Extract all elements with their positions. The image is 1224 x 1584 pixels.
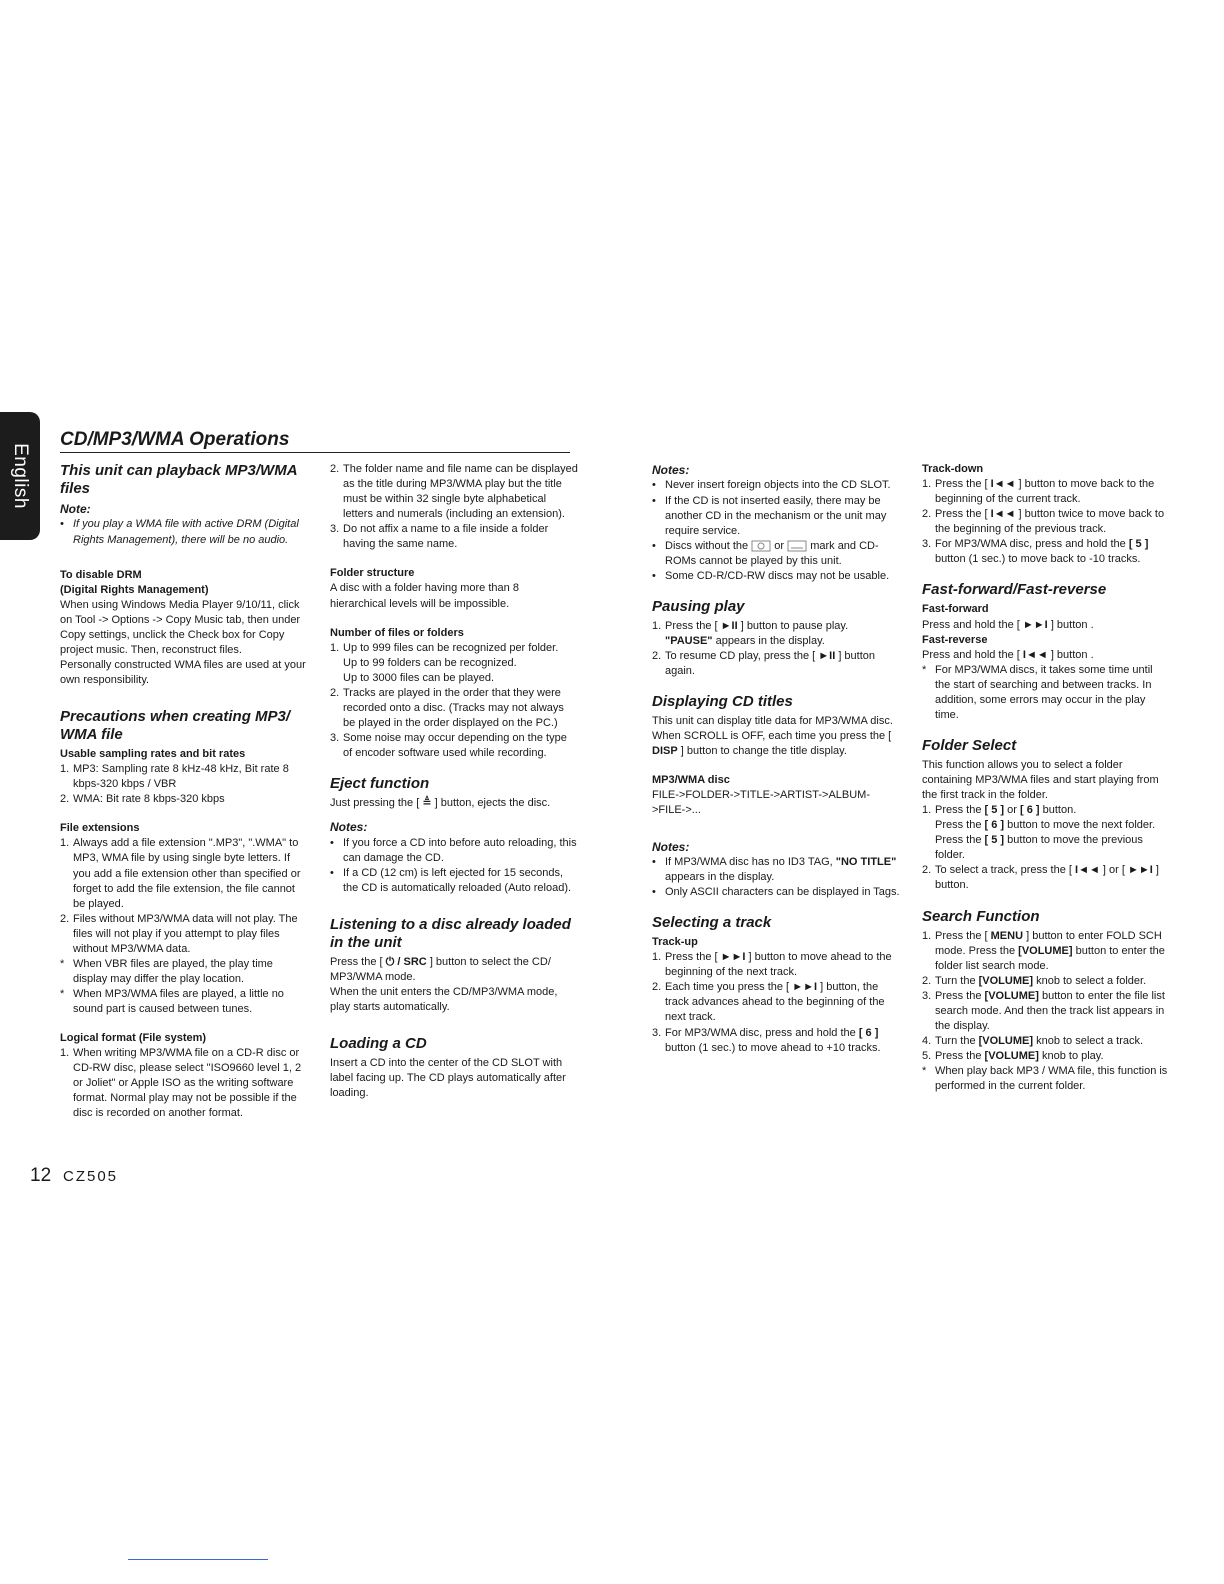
play-pause-icon: ►II <box>720 619 738 632</box>
paragraph: Just pressing the [ ≜ ] button, ejects the disc. <box>330 797 551 810</box>
language-tab <box>0 412 40 540</box>
list-item: 1. When writing MP3/WMA file on a CD-R disc or CD-RW disc, please select "ISO9660 level 1, 2 or Joliet" or Apple ISO as the writing software format. Normal play may not be possible if the disc is recorded on another format. <box>60 1047 302 1120</box>
section-title-playback: This unit can playback MP3/WMA files <box>60 462 297 497</box>
list-item: 2. Tracks are played in the order that they were recorded onto a disc. (Tracks may not always be played in the order displayed on the PC.) <box>330 686 564 729</box>
play-pause-icon: ►II <box>818 650 836 662</box>
subhead-mp3-wma-disc: MP3/WMA disc <box>652 774 730 787</box>
subhead-track-up: Track-up <box>652 936 698 949</box>
list-item: 1. MP3: Sampling rate 8 kHz-48 kHz, Bit rate 8 kbps-320 kbps / VBR <box>60 763 289 791</box>
language-label: English <box>10 443 31 509</box>
usable-list <box>60 762 308 807</box>
model-name: CZ505 <box>63 1168 119 1185</box>
list-item: 2. Turn the [VOLUME] knob to select a folder. <box>922 974 1147 987</box>
eject-icon: ≜ <box>422 797 432 810</box>
list-item: 2. To select a track, press the [ I◄◄ ] or [ ►►I ] button. <box>922 864 1159 892</box>
subhead-fast-reverse: Fast-reverse <box>922 633 988 646</box>
list-item: • If you force a CD into before auto reloading, this can damage the CD. <box>330 836 577 864</box>
list-item: • Never insert foreign objects into the CD SLOT. <box>652 479 891 492</box>
paragraph: Personally constructed WMA files are used at your own responsibility. <box>60 658 306 686</box>
subhead-drm: (Digital Rights Management) <box>60 583 209 596</box>
subhead-usable-rates: Usable sampling rates and bit rates <box>60 748 246 761</box>
power-src-key: ⏻ / SRC <box>385 955 427 968</box>
list-item: 2. Each time you press the [ ►►I ] button, the track advances ahead to the beginning of the next track. <box>652 981 885 1024</box>
subhead-logical-format: Logical format (File system) <box>60 1032 207 1045</box>
paragraph: When the unit enters the CD/MP3/WMA mode, play starts automatically. <box>330 986 558 1014</box>
list-item: 2. The folder name and file name can be displayed as the title during MP3/WMA play but the title must be within 32 single byte alphabetical letters and numerals (including an extension). <box>330 463 578 521</box>
list-item: 2. Files without MP3/WMA data will not play. The files will not play if you attempt to play files without MP3/WMA data. <box>60 912 298 955</box>
next-track-icon: ►►I <box>1022 618 1048 631</box>
paragraph: A disc with a folder having more than 8 hierarchical levels will be impossible. <box>330 582 519 610</box>
disc-notes-list <box>652 478 900 583</box>
list-item: 1. Up to 999 files can be recognized per folder. Up to 99 folders can be recognized. Up to 3000 files can be played. <box>330 641 559 684</box>
list-item: 3. For MP3/WMA disc, press and hold the [ 5 ] button (1 sec.) to move back to -10 tracks. <box>922 538 1149 566</box>
paragraph: When SCROLL is OFF, each time you press the [ DISP ] button to change the title display. <box>652 730 892 758</box>
list-item: 3. Do not affix a name to a file inside a folder having the same name. <box>330 523 549 551</box>
subhead-folder-structure: Folder structure <box>330 567 415 580</box>
notes-label: Notes: <box>652 839 690 854</box>
prev-track-icon: I◄◄ <box>1022 648 1048 661</box>
note-list <box>60 517 308 547</box>
page-title: CD/MP3/WMA Operations <box>60 429 290 450</box>
list-item: 5. Press the [VOLUME] knob to play. <box>922 1050 1104 1062</box>
pause-list <box>652 619 900 679</box>
next-track-icon: ►►I <box>720 951 746 964</box>
list-item: • Only ASCII characters can be displayed in Tags. <box>652 886 900 899</box>
section-title-folder-select: Folder Select <box>922 736 1017 754</box>
list-item: 1. Press the [ 5 ] or [ 6 ] button. Press the [ 6 ] button to move the next folder. Press the [ 5 ] button to move the previous folder. <box>922 804 1156 862</box>
track-up-list <box>652 950 900 1055</box>
list-item: 1. Press the [ ►►I ] button to move ahead to the beginning of the next track. <box>652 951 892 979</box>
paragraph: Insert a CD into the center of the CD SLOT with label facing up. The CD plays automatically after loading. <box>330 1057 566 1100</box>
number-list <box>330 641 578 762</box>
section-title-loading: Loading a CD <box>330 1035 427 1053</box>
paragraph: Press the [ ⏻ / SRC ] button to select the CD/ MP3/WMA mode. <box>330 955 551 983</box>
search-list <box>922 929 1170 1095</box>
paragraph: FILE->FOLDER->TITLE->ARTIST->ALBUM->FILE->... <box>652 789 871 817</box>
bottom-rule <box>128 1559 268 1560</box>
disp-key: DISP <box>652 745 678 758</box>
section-title-listening: Listening to a disc already loaded in the unit <box>330 915 571 951</box>
list-item: 1. Always add a file extension ".MP3", ".WMA" to MP3, WMA file by using single byte letters. If you add a file extension other than specified or forget to add the file extension, the file cannot be played. <box>60 837 301 910</box>
subhead-disable-drm: To disable DRM <box>60 568 142 581</box>
column-3 <box>652 462 900 1056</box>
extensions-list <box>60 836 308 1017</box>
section-title-pausing: Pausing play <box>652 597 745 615</box>
section-title-eject: Eject function <box>330 775 430 793</box>
paragraph: Press and hold the [ I◄◄ ] button . <box>922 648 1094 661</box>
list-item: • If MP3/WMA disc has no ID3 TAG, "NO TITLE" appears in the display. <box>652 855 897 883</box>
paragraph: Press and hold the [ ►►I ] button . <box>922 618 1094 631</box>
track-down-list <box>922 477 1170 567</box>
section-title-displaying: Displaying CD titles <box>652 693 793 711</box>
list-item: * When VBR files are played, the play time display may differ the play location. <box>60 957 273 985</box>
page-number: 12 <box>30 1165 52 1186</box>
list-item: • If you play a WMA file with active DRM (Digital Rights Management), there will be no audio. <box>60 518 299 546</box>
list-item: 3. Some noise may occur depending on the type of encoder software used while recording. <box>330 732 567 760</box>
notes-label: Notes: <box>652 463 690 477</box>
section-title-fast-forward: Fast-forward/Fast-reverse <box>922 581 1107 599</box>
prev-track-icon: I◄◄ <box>990 478 1016 491</box>
list-item: 4. Turn the [VOLUME] knob to select a track. <box>922 1034 1144 1047</box>
logical-list <box>60 1046 308 1121</box>
list-item: * For MP3/WMA discs, it takes some time until the start of searching and between tracks. In addition, some errors may occur in the play time. <box>922 663 1153 721</box>
prev-track-icon: I◄◄ <box>990 508 1016 521</box>
next-track-icon: ►►I <box>1128 864 1153 877</box>
paragraph: This unit can display title data for MP3/WMA disc. <box>652 715 893 728</box>
section-title-search: Search Function <box>922 907 1040 925</box>
notes-label: Notes: <box>330 820 368 835</box>
prev-track-icon: I◄◄ <box>1075 864 1100 877</box>
bullet: • <box>60 518 64 531</box>
list-item: 3. For MP3/WMA disc, press and hold the [ 6 ] button (1 sec.) to move ahead to +10 tracks. <box>652 1026 881 1054</box>
paragraph: When using Windows Media Player 9/10/11, click on Tool -> Options -> Copy Music tab, then under Copy settings, unclick the Check box for Copy project music. Then, reconstruct files. <box>60 598 301 656</box>
section-title-precautions: Precautions when creating MP3/ WMA file <box>60 708 291 744</box>
section-title-selecting: Selecting a track <box>652 914 772 932</box>
name-list <box>330 462 578 552</box>
note-label: Note: <box>60 502 91 516</box>
compact-disc-logo-icon <box>751 540 771 552</box>
list-item: 2. To resume CD play, press the [ ►II ] button again. <box>652 650 876 678</box>
list-item: • Discs without the or mark and CD-ROMs cannot be played by this unit. <box>652 539 879 567</box>
next-track-icon: ►►I <box>792 981 818 994</box>
list-item: 2. Press the [ I◄◄ ] button twice to move back to the beginning of the previous track. <box>922 508 1165 536</box>
list-item: * When play back MP3 / WMA file, this function is performed in the current folder. <box>922 1065 1168 1093</box>
column-2 <box>330 462 578 1101</box>
list-item: • If a CD (12 cm) is left ejected for 15 seconds, the CD is automatically reloaded (Auto reload). <box>330 866 572 894</box>
title-rule <box>60 452 570 453</box>
list-item: 1. Press the [ MENU ] button to enter FOLD SCH mode. Press the [VOLUME] button to enter the folder list search mode. <box>922 929 1165 972</box>
compact-disc-text-logo-icon <box>787 540 807 552</box>
title-notes-list <box>652 855 900 900</box>
list-item: 2. WMA: Bit rate 8 kbps-320 kbps <box>60 793 225 806</box>
ff-notes-list <box>922 663 1170 723</box>
paragraph: This function allows you to select a folder containing MP3/WMA files and start playing from the first track in the folder. <box>922 758 1159 802</box>
list-item: 3. Press the [VOLUME] button to enter the file list search mode. And then the track list appears in the display. <box>922 989 1165 1032</box>
eject-notes-list <box>330 836 578 896</box>
subhead-file-extensions: File extensions <box>60 822 140 835</box>
subhead-fast-forward: Fast-forward <box>922 603 989 616</box>
list-item: * When MP3/WMA files are played, a little no sound part is caused between tunes. <box>60 988 284 1016</box>
folder-select-list <box>922 803 1170 893</box>
subhead-number-of-files: Number of files or folders <box>330 626 464 639</box>
column-1 <box>60 462 308 1122</box>
column-4 <box>922 462 1170 1094</box>
list-item: 1. Press the [ I◄◄ ] button to move back to the beginning of the current track. <box>922 478 1155 506</box>
list-item: • If the CD is not inserted easily, there may be another CD in the mechanism or the unit may require service. <box>652 494 887 537</box>
subhead-track-down: Track-down <box>922 463 984 475</box>
list-item: • Some CD-R/CD-RW discs may not be usable. <box>652 569 890 582</box>
list-item: 1. Press the [ ►II ] button to pause play. "PAUSE" appears in the display. <box>652 619 849 647</box>
